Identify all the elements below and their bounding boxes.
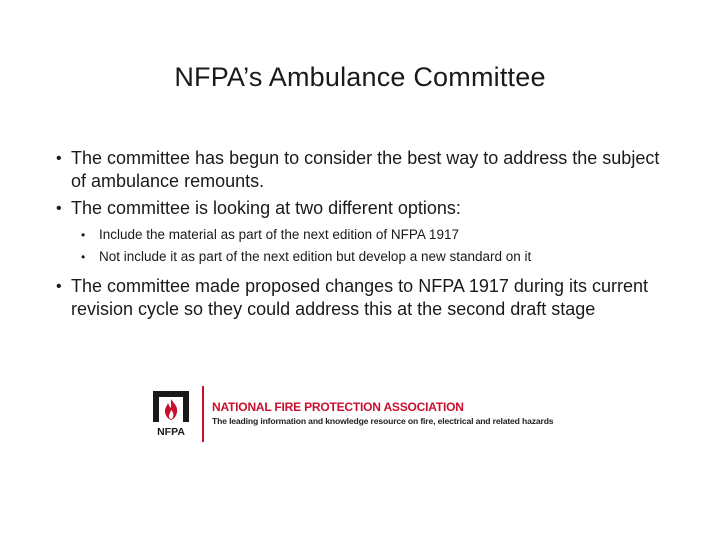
sub-bullet-list: [54, 224, 664, 268]
logo-org-name: NATIONAL FIRE PROTECTION ASSOCIATION: [212, 400, 464, 414]
slide-title: NFPA’s Ambulance Committee: [174, 62, 546, 92]
nfpa-logo: [150, 386, 553, 442]
bullet-dot: •: [56, 278, 62, 295]
logo-mark-text: NFPA: [157, 426, 185, 438]
bullet-item: [54, 147, 664, 193]
bullet-item: [54, 197, 664, 220]
sub-bullet-dot: •: [81, 228, 86, 242]
sub-bullet-item: [81, 224, 664, 246]
bullet-item: [54, 275, 664, 321]
nfpa-emblem: [150, 388, 192, 440]
slide-body: [54, 147, 664, 325]
bullet-text: The committee has begun to consider the best way to address the subject of ambulance remounts.: [71, 148, 660, 191]
logo-text: [212, 400, 553, 428]
logo-tagline: The leading information and knowledge resource on fire, electrical and related hazards: [212, 416, 554, 426]
sub-bullet-text: Not include it as part of the next edition but develop a new standard on it: [99, 249, 532, 264]
nfpa-logo-mark: [150, 388, 192, 440]
bullet-dot: •: [56, 150, 62, 167]
bullet-dot: •: [56, 200, 62, 217]
logo-divider: [202, 386, 204, 442]
sub-bullet-dot: •: [81, 250, 86, 264]
sub-bullet-text: Include the material as part of the next edition of NFPA 1917: [99, 227, 459, 242]
bullet-text: The committee made proposed changes to NFPA 1917 during its current revision cycle so they could address this at the second draft stage: [71, 276, 648, 319]
sub-bullet-item: [81, 246, 664, 268]
bullet-text: The committee is looking at two different options:: [71, 198, 461, 218]
